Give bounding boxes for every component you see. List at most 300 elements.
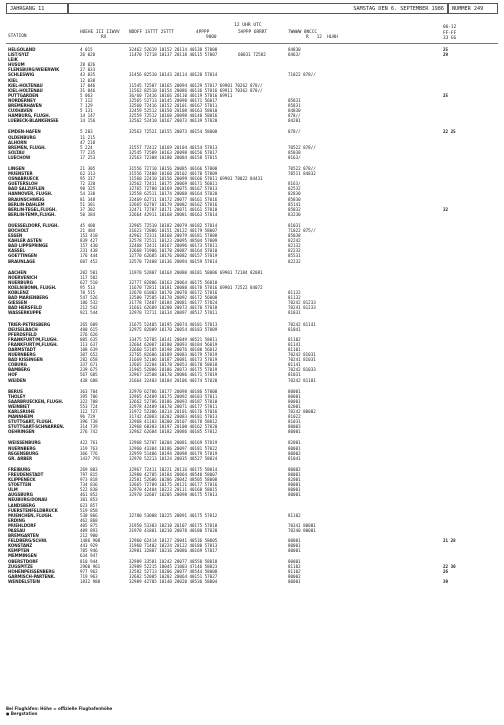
cell-a: 973 818 [80, 477, 98, 483]
cell-e: 71022 878// [288, 72, 316, 78]
cell-e: 80001 [288, 398, 301, 404]
station-name: FRANKFURT/M,FLUGH. [8, 336, 58, 342]
cell-a: 839 427 [80, 238, 98, 244]
cell-e: 82232 [288, 258, 301, 264]
cell-e: 81102 [288, 336, 301, 342]
cell-a: 157 430 [80, 243, 98, 249]
station-name: BERUS [8, 388, 23, 394]
station-name: AUGSBURG [8, 492, 33, 498]
cell-a: 14 156 [80, 118, 96, 124]
cell-b: 32570 72408 10136 20094 40159 57014 [129, 258, 218, 264]
cell-a: 734 836 [80, 482, 98, 488]
cell-b: 32770 62605 10176 20082 40157 57019 [129, 253, 218, 259]
cell-b: 32563 72521 10155 20073 40154 58008 [129, 129, 218, 135]
cell-a: 1486 908 [80, 538, 101, 544]
cell-a: 363 704 [80, 388, 98, 394]
weather-report-sheet [6, 3, 498, 719]
cell-b: 31556 72408 10160 20102 40170 57009 [129, 171, 218, 177]
cell-a: 519 858 [80, 507, 98, 513]
cell-e: 8163/ [288, 154, 301, 160]
cell-g: 22 25 [443, 129, 456, 135]
cell-a: 231 438 [80, 248, 98, 254]
cell-e: 81132 [288, 290, 301, 296]
station-name: GR. ARBER [8, 455, 33, 461]
cell-b: 32970 32607 10205 20098 40175 57013 [129, 492, 218, 498]
cell-a: 5 224 [80, 144, 93, 150]
cell-e: 8463/ [288, 52, 301, 58]
station-name: MUEHLDORF [8, 522, 37, 528]
station-name: FLENSBURG/WEIERWIK [8, 67, 60, 73]
cell-e: 85141 [288, 201, 301, 207]
cell-e: 81102 [288, 568, 301, 574]
cell-b: 32581 52606 10206 20042 48505 58008 [129, 477, 218, 483]
cell-a: 50 384 [80, 211, 96, 217]
cell-e: 82532 [288, 186, 301, 192]
station-name: HAMBURG, FLUGH. [8, 113, 51, 119]
cell-e: 8163/ [288, 181, 301, 187]
cell-e: 81141 [288, 341, 301, 347]
col-sub-a: RX [101, 35, 107, 40]
cell-e: 81141 [288, 362, 301, 368]
cell-a: 607 452 [80, 258, 98, 264]
cell-b: 32578 72511 10123 20095 48504 57009 [129, 238, 218, 244]
cell-b: 32471 72707 10171 20071 40161 57018 [129, 206, 218, 212]
cell-b: 32558 62511 10174 20088 40164 57020 [129, 191, 218, 197]
cell-e: 85831 [288, 103, 301, 109]
cell-b: 31663 62609 10200 20073 40170 57018 [129, 305, 218, 311]
cell-a: 2960 961 [80, 563, 101, 569]
station-name: GARMISCH-PARTENK. [8, 573, 56, 579]
cell-e: 81031 [288, 222, 301, 228]
cell-e: 70242 81101 [288, 377, 316, 383]
cell-e: 85038 [288, 233, 301, 239]
station-name: MUENCHEN, FLUGH. [8, 512, 53, 518]
cell-a: 314 739 [80, 424, 98, 430]
footnote-airport-height: Bei Flughäfen: Höhe = offizielle Flughafenhöhe [6, 706, 113, 711]
cell-a: 5 063 [80, 92, 93, 98]
cell-a: 95 317 [80, 176, 96, 182]
cell-e: 81041 [288, 455, 301, 461]
cell-b: 31669 52106 10187 20081 40173 57019 [129, 357, 218, 363]
station-name: ZUGSPITZE [8, 563, 33, 569]
cell-a: 480 615 [80, 326, 98, 332]
cell-a: 977 962 [80, 568, 98, 574]
cell-g: 22 30 [443, 563, 456, 569]
cell-b: 32559 72512 10160 20098 40140 58016 [129, 113, 218, 119]
cell-e: 80001 [288, 578, 301, 584]
cell-b: 32962 62604 10182 20086 40185 57012 [129, 429, 218, 435]
station-name: COBURG [8, 362, 27, 368]
cell-e: 81031 [288, 372, 301, 378]
cell-b: 31965 52806 10186 20073 40175 57019 [129, 367, 218, 373]
station-name: PASSAU [8, 527, 26, 533]
cell-b: 32978 42409 10170 20071 40177 57011 [129, 403, 218, 409]
station-row [6, 579, 498, 584]
cell-a: 47 218 [80, 139, 96, 145]
station-name: KIEL-HOLTENAU [8, 82, 43, 88]
station-name: KASSEL [8, 248, 25, 254]
station-name: KOBLENZ [8, 290, 29, 296]
cell-a: 422 761 [80, 440, 98, 446]
station-name: MANNHEIM [8, 414, 34, 420]
cell-b: 32967 32508 10170 20086 40171 57019 [129, 372, 218, 378]
cell-a: 567 685 [80, 372, 98, 378]
cell-e: 85832 [288, 206, 301, 212]
station-name: BAD SALZUFLEN [8, 186, 45, 192]
station-name: FREIBURG [8, 466, 31, 472]
cell-b: 32670 61003 10170 20070 40172 57016 [129, 290, 218, 296]
cell-a: 70 515 [80, 290, 96, 296]
cell-a: 307 652 [80, 352, 98, 358]
cell-e: 70242 81233 [288, 300, 316, 306]
cell-e: 80001 [288, 538, 301, 544]
cell-a: 14 147 [80, 113, 96, 119]
station-name: THOLEY [8, 393, 26, 399]
station-name: STUTTGART, FLUGH. [8, 419, 53, 425]
cell-b: 31778 72407 10184 20081 40177 57024 [129, 300, 218, 306]
cell-a: 11 215 [80, 134, 96, 140]
cell-b: 32965 42409 10175 20092 40183 57011 [129, 393, 218, 399]
cell-a: 719 963 [80, 573, 98, 579]
station-row [6, 456, 498, 461]
station-name: FELDBERG/SCHW. [8, 538, 48, 544]
cell-a: 4 015 [80, 47, 93, 52]
cell-b: 32970 42404 10223 20111 40168 58015 [129, 487, 218, 493]
station-name: PFERDSFELD [8, 331, 37, 337]
cell-a: 553 724 [80, 403, 98, 409]
cell-g: 25 [443, 47, 449, 52]
station-name: STOETTEN [8, 482, 32, 488]
cell-a: 54 338 [80, 191, 96, 197]
station-name: WEISSENBURG [8, 440, 41, 446]
cell-e: 85831 [288, 97, 301, 103]
cell-e: 84830 [288, 108, 301, 114]
cell-a: 186 532 [80, 300, 98, 306]
cell-e: 85830 [288, 196, 301, 202]
cell-b: 32980 42705 10184 20064 48540 58007 [129, 471, 218, 477]
footnotes [6, 706, 112, 716]
cell-a: 265 609 [80, 321, 98, 327]
station-name: KARLSRUHE [8, 409, 35, 414]
station-name: KONSTANZ [8, 543, 33, 549]
station-name: DARMSTADT [8, 346, 36, 352]
cell-a: 81 348 [80, 196, 96, 202]
station-name: GOETTINGEN [8, 253, 37, 259]
station-name: KAHLER ASTEN [8, 238, 42, 244]
cell-b: 11670 72811 10181 20088 40178 57016 69901 72522 84072 [129, 284, 263, 290]
cell-g: 25 [443, 92, 449, 98]
station-table [6, 47, 498, 584]
cell-e: 80001 [288, 543, 301, 549]
station-name: KLIPPENECK [8, 477, 36, 483]
cell-e: 81031 [288, 310, 301, 316]
station-name: TRIER-PETRISBERG [8, 321, 51, 327]
cell-e: 70341 80001 [288, 522, 316, 528]
cell-e: 70242 81033 [288, 367, 316, 373]
cell-a: 276 742 [80, 429, 98, 435]
station-name: EMDEN-HAFEN [8, 129, 41, 135]
station-name: SOLTAU [8, 149, 25, 155]
cell-b: 31960 71402 10224 20122 40180 57013 [129, 543, 218, 549]
cell-g: 39 [443, 578, 449, 584]
cell-b: 32459 52512 10150 20108 40163 58010 [129, 108, 218, 114]
cell-a: 461 852 [80, 492, 98, 498]
cell-g: 26 [443, 568, 449, 574]
cell-b: 31456 82510 10143 20114 40128 57014 [129, 72, 218, 78]
cell-e: 81102 [288, 512, 301, 518]
report-date: SAMSTAG DEN 6. SEPTEMBER 1986 [68, 3, 448, 14]
cell-a: 337 671 [80, 362, 98, 368]
station-name: SAARBRUECKEN, FLUGH. [8, 398, 64, 404]
station-row [6, 118, 498, 123]
station-name: WASSERKUPPE [8, 310, 42, 316]
cell-d: 60031 72582 [238, 52, 266, 58]
cell-a: 396 738 [80, 419, 98, 425]
cell-e: 70242 80002 [288, 409, 316, 414]
cell-e: 70522 878// [288, 165, 316, 171]
cell-a: 31 046 [80, 87, 96, 93]
station-name: BREMEN, FLUGH. [8, 144, 46, 150]
cell-a: 395 706 [80, 393, 98, 399]
station-name: SCHLESWIG [8, 72, 35, 78]
cell-e: 70522 878// [288, 144, 316, 150]
cell-b: 11560 22410 10156 20099 40166 57011 69901 78022 84431 [129, 176, 263, 182]
cell-a: 805 635 [80, 336, 98, 342]
cell-b: 32665 72709 10175 20121 40177 57016 [129, 482, 218, 488]
cell-e: 80001 [288, 492, 301, 498]
station-name: CUXHAVEN [8, 108, 33, 114]
station-name: HANNOVER, FLUGH. [8, 191, 53, 197]
cell-b: 31623 72806 10151 20122 40179 58007 [129, 228, 218, 233]
cell-a: 28 026 [80, 62, 96, 68]
header-divider [6, 43, 498, 44]
cell-e: 80003 [288, 424, 301, 430]
volume-label: JAHRGANG 11 [6, 3, 68, 14]
cell-b: 31556 72710 10156 20085 40166 57008 [129, 165, 218, 171]
cell-e: 70241 81031 [288, 357, 316, 363]
station-name: BERLIN-TEGEL,FLUGH. [8, 206, 57, 212]
cell-a: 438 688 [80, 377, 98, 383]
station-name: ERDING [8, 517, 26, 523]
station-name: HOHENPEISSENBERG [8, 568, 55, 574]
issue-number: NUMMER 249 [448, 3, 498, 14]
cell-a: 443 929 [80, 543, 98, 549]
cell-b: 33475 52705 10141 20049 48521 58011 [129, 336, 218, 342]
cell-a: 12 038 [80, 77, 96, 83]
station-name: NUERBURG [8, 279, 33, 285]
cell-a: 462 868 [80, 517, 98, 523]
cell-a: 108 639 [80, 346, 98, 352]
cell-a: 921 544 [80, 310, 98, 316]
station-name: DEUSELBACH [8, 326, 38, 332]
station-name: LUECHOW [8, 154, 31, 160]
cell-b: 32970 62706 10177 20098 40186 57008 [129, 388, 218, 394]
cell-e: 82001 [288, 477, 301, 483]
cell-e: 83230 [288, 211, 301, 217]
cell-e: 70511 84832 [288, 171, 316, 177]
station-row [6, 310, 498, 315]
cell-a: 797 815 [80, 471, 98, 477]
station-name: BREMGARTEN [8, 533, 39, 539]
cell-e: 80001 [288, 558, 301, 564]
cell-b: 31675 52405 10195 20074 40181 57013 [129, 321, 218, 327]
cell-a: 117 502 [80, 274, 98, 280]
cell-a: 202 501 [80, 269, 98, 275]
cell-b: 32970 72711 10134 20097 48517 57011 [129, 310, 218, 316]
cell-a: 276 626 [80, 331, 98, 337]
cell-b: 32989 52215 10045 21003 47146 58023 [129, 563, 218, 569]
cell-e: 80001 [288, 393, 301, 399]
cell-b: 31742 42003 10202 20083 40181 57013 [129, 414, 218, 420]
cell-a: 72 320 [80, 181, 96, 187]
cell-b: 31664 32403 10184 20106 40174 57020 [129, 377, 218, 383]
cell-a: 77 235 [80, 149, 96, 155]
station-name: KEMPTEN [8, 548, 30, 554]
cell-b: 32668 71906 10178 20087 40164 57010 [129, 248, 218, 254]
cell-e: 80001 [288, 482, 301, 488]
cell-b: 32959 51406 10194 20098 40179 57019 [129, 450, 218, 456]
cell-a: 112 727 [80, 409, 98, 414]
cell-a: 530 866 [80, 512, 98, 518]
cell-b: 32967 72411 10221 20116 40175 58014 [129, 466, 218, 472]
cell-b: 32582 52713 10206 20077 48544 58008 [129, 568, 218, 574]
station-name: BRAUNLAGE [8, 258, 36, 264]
station-name: KIEL-HOLTENAU [8, 87, 43, 93]
cell-b: 11970 52807 10164 20080 40181 58006 69901 72184 82081 [129, 269, 263, 275]
station-name: NEUBURG/DONAU [8, 497, 48, 503]
cell-a: 17 253 [80, 154, 96, 160]
station-name: REGENSBURG [8, 450, 39, 456]
cell-b: 36/60 72416 10166 20110 40119 57016 69911 [129, 92, 233, 98]
station-row [6, 259, 498, 264]
cell-a: 5 131 [80, 108, 93, 114]
col-station: STATION [8, 34, 27, 39]
station-name: MUENSTER [8, 171, 33, 177]
station-name: BOCHOLT [8, 228, 29, 233]
cell-b: 32965 72510 10182 20079 40182 57014 [129, 222, 218, 228]
cell-b: 31557 72412 10169 20104 40154 57013 [129, 144, 218, 150]
cell-e: 80001 [288, 445, 301, 451]
station-name: BRAUNSCHWEIG [8, 196, 45, 202]
footnote-mountain-station: ● Bergstation [6, 711, 38, 716]
cell-e: 878// [288, 129, 301, 135]
cell-b: 32780 53008 10225 20091 40175 57012 [129, 512, 218, 518]
cell-a: 627 510 [80, 279, 98, 285]
cell-b: 32562 52410 10167 20073 40139 57020 [129, 118, 218, 124]
cell-b: 32462 52619 10152 20114 40138 57008 [129, 47, 218, 52]
cell-a: 37 382 [80, 206, 96, 212]
cell-b: 11545 72507 10165 20094 40129 57017 69901 70262 878// [129, 82, 263, 88]
station-name: LEIK [8, 57, 18, 63]
col-g: 06-12 [443, 25, 457, 30]
station-name: LINGEN [8, 165, 25, 171]
col-a: HOEHE III IIWVV [80, 30, 120, 35]
col-sub-c: 9000 [206, 35, 217, 40]
cell-b: 32664 42911 10168 20081 40163 57014 [129, 211, 218, 217]
station-name: PUTTGARDEN [8, 92, 39, 98]
cell-b: 32580 72505 10170 20092 40172 56008 [129, 295, 218, 301]
station-name: ULM [8, 487, 18, 493]
cell-b: 32765 72708 10169 20075 40167 57013 [129, 186, 218, 192]
cell-a: 319 763 [80, 445, 98, 451]
cell-a: 623 857 [80, 502, 98, 508]
cell-a: 95 513 [80, 284, 96, 290]
cell-a: 212 900 [80, 533, 98, 539]
station-name: OSNABRUECK [8, 176, 39, 182]
cell-b: 32468 72411 10167 20096 40173 57011 [129, 243, 218, 249]
station-name: KOELN/BONN, FLUGH. [8, 284, 57, 290]
cell-b: 32765 82606 10189 20083 40179 57019 [129, 352, 218, 358]
cell-e: 81041 [288, 326, 301, 332]
cell-e: 81022 [288, 414, 301, 420]
cell-b: 32665 32204 10178 20053 40178 58018 [129, 362, 218, 368]
cell-a: 43 035 [80, 72, 96, 78]
station-name: HELGOLAND [8, 47, 36, 52]
cell-e: 80002 [288, 466, 301, 472]
cell-b: 32960 43304 10186 20097 40181 57022 [129, 445, 218, 451]
cell-b: 31970 41801 10210 20078 40180 57020 [129, 527, 218, 533]
cell-e: 70241 81233 [288, 305, 316, 311]
cell-b: 32970 52213 10124 20035 48527 58024 [129, 455, 218, 461]
cell-g: 32 [443, 206, 449, 212]
cell-a: 810 944 [80, 558, 98, 564]
cell-e: 82242 [288, 238, 301, 244]
cell-a: 27 033 [80, 67, 96, 73]
cell-a: 409 893 [80, 527, 98, 533]
cell-a: 282 658 [80, 357, 98, 363]
cell-a: 51 381 [80, 201, 96, 207]
cell-a: 17 046 [80, 82, 96, 88]
cell-a: 212 542 [80, 305, 98, 311]
station-name: BREMERHAVEN [8, 103, 42, 109]
cell-a: 45 400 [80, 222, 96, 228]
station-name: NUERNBERG [8, 352, 36, 358]
station-name: STUTTGART-SCHNARREN. [8, 424, 65, 430]
cell-b: 32968 41103 10200 20107 40178 58012 [129, 419, 218, 425]
cell-a: 705 946 [80, 548, 98, 554]
cell-b: 31950 53303 10210 20107 40175 57018 [129, 522, 218, 528]
station-name: BERLIN-TEMP.,FLUGH. [8, 211, 56, 217]
cell-b: 32565 52713 10145 20098 40171 56017 [129, 97, 218, 103]
cell-b: 32560 72416 10152 20101 40167 57011 [129, 103, 218, 109]
station-name: LANDSBERG [8, 502, 36, 508]
cell-b: 32682 52005 10202 20064 40151 57027 [129, 573, 218, 579]
station-name: KIEL [8, 77, 18, 83]
cell-a: 113 637 [80, 341, 98, 347]
station-name: DUESSELDORF, FLUGH. [8, 222, 59, 228]
cell-a: 381 853 [80, 497, 98, 503]
cell-a: 21 404 [80, 228, 96, 233]
station-name: MEMMINGEN [8, 553, 37, 559]
cell-e: 70240 80001 [288, 527, 316, 533]
cell-e: 82132 [288, 243, 301, 249]
utc-time-label: 12 UHR UTC [234, 23, 262, 28]
cell-a: 152 410 [80, 233, 98, 239]
cell-e: 70242 81141 [288, 321, 316, 327]
station-name: WEIDEN [8, 377, 26, 383]
cell-e: 82001 [288, 440, 301, 446]
station-name: BAMBERG [8, 367, 31, 373]
cell-a: 547 526 [80, 295, 98, 301]
station-name: BAD LIPPSPRINGE [8, 243, 48, 249]
cell-a: 634 947 [80, 553, 98, 559]
cell-b: 32469 62711 10172 20077 40161 57016 [129, 196, 218, 202]
cell-e: 81102 [288, 563, 301, 569]
cell-a: 7 112 [80, 97, 93, 103]
col-c: 4PPPP [196, 30, 210, 35]
cell-e: 80001 [288, 487, 301, 493]
station-name: ALHORN [8, 139, 27, 145]
